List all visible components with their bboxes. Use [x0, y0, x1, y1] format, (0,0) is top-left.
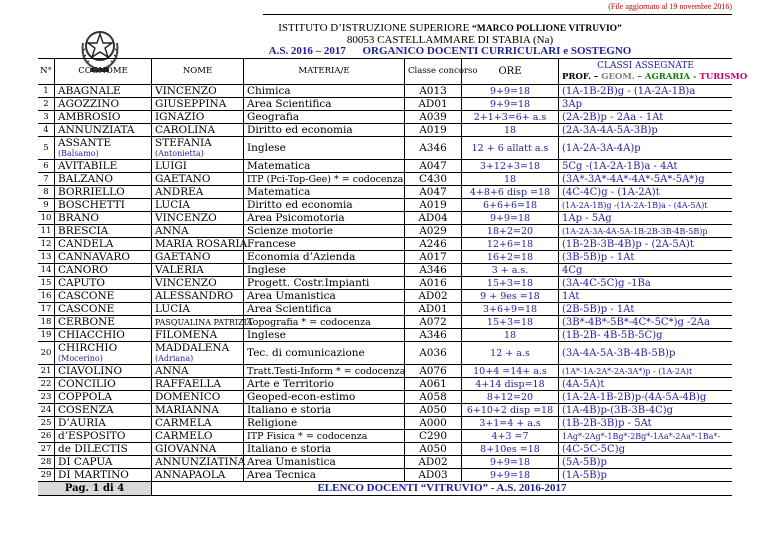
class-code-cell: AD03 [405, 469, 462, 482]
hours-cell: 9+9=18 [462, 98, 559, 111]
hours-cell: 12 + a.s [462, 342, 559, 365]
subject-cell: Scienze motorie [244, 225, 405, 238]
row-number: 25 [38, 417, 55, 430]
subject-cell: Area Tecnica [244, 469, 405, 482]
legend-prof: PROF. – [562, 71, 599, 82]
table-row [38, 264, 732, 277]
hours-cell: 6+10+2 disp =18 [462, 404, 559, 417]
assigned-classes-cell: (1A-2A-3A-4A-5A-1B-2B-3B-4B-5B)p [559, 225, 733, 238]
assigned-title: CLASSI ASSEGNATE [597, 60, 694, 71]
table-row [38, 251, 732, 264]
hours-cell: 8+10es =18 [462, 443, 559, 456]
surname-cell: CASCONE [55, 303, 152, 316]
row-number: 26 [38, 430, 55, 443]
class-code-cell: AD01 [405, 98, 462, 111]
class-code-cell: A039 [405, 111, 462, 124]
class-code-cell: AD01 [405, 303, 462, 316]
surname-cell: CERBONE [55, 316, 152, 329]
assigned-classes-cell: 1At [559, 290, 733, 303]
name-cell-note: (Adriana) [155, 354, 194, 363]
hours-cell: 3+6+9=18 [462, 303, 559, 316]
name-cell: LUCIA [152, 199, 244, 212]
table-row [38, 160, 732, 173]
table-row [38, 456, 732, 469]
row-number: 2 [38, 98, 55, 111]
row-number: 21 [38, 365, 55, 378]
row-number: 15 [38, 277, 55, 290]
class-code-cell: A050 [405, 404, 462, 417]
class-code-cell: A061 [405, 378, 462, 391]
row-number: 29 [38, 469, 55, 482]
surname-cell: CANORO [55, 264, 152, 277]
surname-cell: COSENZA [55, 404, 152, 417]
assigned-classes-cell: (3B*-4B*-5B*-4C*-5C*)g -2Aa [559, 316, 733, 329]
table-row [38, 430, 732, 443]
hours-cell: 18 [462, 173, 559, 186]
update-note: (File aggiornato al 19 novembre 2016) [608, 2, 732, 11]
legend-agraria: – AGRARIA - [637, 71, 697, 82]
name-cell: GAETANO [152, 173, 244, 186]
surname-cell: AVITABILE [55, 160, 152, 173]
name-cell: VINCENZO [152, 212, 244, 225]
subject-cell: Diritto ed economia [244, 124, 405, 137]
assigned-classes-cell: (4C-5C-5C)g [559, 443, 733, 456]
surname-cell: AMBROSIO [55, 111, 152, 124]
hours-cell: 12 + 6 allatt a.s [462, 137, 559, 160]
hours-cell: 12+6=18 [462, 238, 559, 251]
name-cell: LUCIA [152, 303, 244, 316]
assigned-classes-cell: 5Cg -(1A-2A-1B)a - 4At [559, 160, 733, 173]
hours-cell: 18 [462, 124, 559, 137]
table-row [38, 443, 732, 456]
row-number: 24 [38, 404, 55, 417]
name-cell-note: (Antonietta) [155, 149, 204, 158]
name-cell: RAFFAELLA [152, 378, 244, 391]
assigned-classes-cell: (1A-2A-3A-4A)p [559, 137, 733, 160]
col-header-surname: COGNOME [55, 59, 152, 85]
hours-cell: 4+14 disp=18 [462, 378, 559, 391]
hours-cell: 15+3=18 [462, 277, 559, 290]
subject-cell: Matematica [244, 160, 405, 173]
subject-cell: Geografia [244, 111, 405, 124]
name-cell: FILOMENA [152, 329, 244, 342]
page-indicator: Pag. 1 di 4 [38, 482, 152, 496]
hours-cell: 9+9=18 [462, 469, 559, 482]
organico-title: ORGANICO DOCENTI CURRICULARI e SOSTEGNO [362, 45, 632, 57]
subject-cell: Tratt.Testi-Inform * = codocenza [244, 365, 405, 378]
class-code-cell: A036 [405, 342, 462, 365]
assigned-classes-cell: (4A-5A)t [559, 378, 733, 391]
table-row [38, 303, 732, 316]
subject-cell: Area Umanistica [244, 456, 405, 469]
row-number: 9 [38, 199, 55, 212]
table-row [38, 137, 732, 160]
assigned-classes-cell: 4Cg [559, 264, 733, 277]
name-cell: VALERIA [152, 264, 244, 277]
class-code-cell: A000 [405, 417, 462, 430]
row-number: 1 [38, 85, 55, 98]
name-cell: ANNAPAOLA [152, 469, 244, 482]
row-number: 19 [38, 329, 55, 342]
row-number: 14 [38, 264, 55, 277]
surname-cell: d’ESPOSITO [55, 430, 152, 443]
table-row [38, 238, 732, 251]
hours-cell: 4+3 =7 [462, 430, 559, 443]
row-number: 11 [38, 225, 55, 238]
subject-cell: Diritto ed economia [244, 199, 405, 212]
table-row [38, 391, 732, 404]
subject-cell: Arte e Territorio [244, 378, 405, 391]
surname-cell: COPPOLA [55, 391, 152, 404]
surname-cell: D’AURIA [55, 417, 152, 430]
name-cell: ALESSANDRO [152, 290, 244, 303]
hours-cell: 3+1=4 + a.s [462, 417, 559, 430]
subject-cell: Inglese [244, 137, 405, 160]
table-header-row [38, 59, 732, 85]
table-row [38, 98, 732, 111]
hours-cell: 4+8+6 disp =18 [462, 186, 559, 199]
hours-cell: 2+1+3=6+ a.s [462, 111, 559, 124]
row-number: 12 [38, 238, 55, 251]
surname-cell: BRANO [55, 212, 152, 225]
assigned-legend [562, 71, 748, 83]
hours-cell: 10+4 =14+ a.s [462, 365, 559, 378]
table-row [38, 225, 732, 238]
table-row [38, 329, 732, 342]
subject-cell: Economia d’Azienda [244, 251, 405, 264]
class-code-cell: A246 [405, 238, 462, 251]
row-number: 8 [38, 186, 55, 199]
row-number: 5 [38, 137, 55, 160]
hours-cell: 18 [462, 329, 559, 342]
name-cell: LUIGI [152, 160, 244, 173]
col-header-n: N° [38, 59, 55, 85]
assigned-classes-cell: (1A-4B)p-(3B-3B-4C)g [559, 404, 733, 417]
table-row [38, 277, 732, 290]
hours-cell: 3+12+3=18 [462, 160, 559, 173]
subject-cell: Inglese [244, 264, 405, 277]
surname-cell: BORRIELLO [55, 186, 152, 199]
table-row [38, 378, 732, 391]
class-code-cell: AD04 [405, 212, 462, 225]
surname-cell: AGOZZINO [55, 98, 152, 111]
surname-cell: CANDELA [55, 238, 152, 251]
footer-title: ELENCO DOCENTI “VITRUVIO” - A.S. 2016-2017 [152, 482, 733, 496]
subject-cell: Italiano e storia [244, 443, 405, 456]
class-code-cell: A029 [405, 225, 462, 238]
header-rule [263, 14, 732, 15]
row-number: 16 [38, 290, 55, 303]
subject-cell: Topografia * = codocenza [244, 316, 405, 329]
hours-cell: 16+2=18 [462, 251, 559, 264]
assigned-classes-cell: (5A-5B)p [559, 456, 733, 469]
class-code-cell: A017 [405, 251, 462, 264]
surname-cell: ABAGNALE [55, 85, 152, 98]
row-number: 7 [38, 173, 55, 186]
assigned-classes-cell: 3Ap [559, 98, 733, 111]
row-number: 20 [38, 342, 55, 365]
assigned-classes-cell: (1A-2A-1B-2B)p-(4A-5A-4B)g [559, 391, 733, 404]
name-cell: ANNUNZIATINA [152, 456, 244, 469]
name-cell: GIUSEPPINA [152, 98, 244, 111]
subject-cell: Religione [244, 417, 405, 430]
subject-cell: Italiano e storia [244, 404, 405, 417]
institute-prefix: ISTITUTO D’ISTRUZIONE SUPERIORE [278, 22, 470, 34]
surname-cell: DI CAPUA [55, 456, 152, 469]
hours-cell: 9+9=18 [462, 212, 559, 225]
class-code-cell: C430 [405, 173, 462, 186]
name-cell: VINCENZO [152, 277, 244, 290]
table-row [38, 85, 732, 98]
name-cell [152, 137, 244, 160]
name-cell: PASQUALINA PATRIZIA [152, 316, 244, 329]
surname-cell [55, 342, 152, 365]
surname-cell: CIAVOLINO [55, 365, 152, 378]
surname-cell: CANNAVARO [55, 251, 152, 264]
row-number: 3 [38, 111, 55, 124]
hours-cell: 8+12=20 [462, 391, 559, 404]
col-header-hours: ORE [462, 59, 559, 85]
class-code-cell: A013 [405, 85, 462, 98]
assigned-classes-cell: (1A*-1A-2A*-2A-3A*)p - (1A-2A)t [559, 365, 733, 378]
name-cell: MARIANNA [152, 404, 244, 417]
assigned-classes-cell: (1B-2B-3B)p - 5At [559, 417, 733, 430]
legend-turismo: TURISMO [699, 71, 748, 82]
hours-cell: 15+3=18 [462, 316, 559, 329]
table-row [38, 290, 732, 303]
table-row [38, 342, 732, 365]
col-header-subject: MATERIA/E [244, 59, 405, 85]
class-code-cell: A346 [405, 264, 462, 277]
subject-cell: Matematica [244, 186, 405, 199]
row-number: 27 [38, 443, 55, 456]
assigned-classes-cell: (4C-4C)g - (1A-2A)t [559, 186, 733, 199]
class-code-cell: A047 [405, 186, 462, 199]
surname-cell-value: CHIRCHIO [58, 342, 118, 354]
name-cell: CARMELO [152, 430, 244, 443]
assigned-classes-cell: 1Ap - 5Ag [559, 212, 733, 225]
assigned-classes-cell: (3A*-3A*-4A*-4A*-5A*-5A*)g [559, 173, 733, 186]
surname-cell: ANNUNZIATA [55, 124, 152, 137]
name-cell: CARMELA [152, 417, 244, 430]
surname-cell: BRESCIA [55, 225, 152, 238]
subject-cell: Chimica [244, 85, 405, 98]
name-cell [152, 342, 244, 365]
name-cell: ANDREA [152, 186, 244, 199]
row-number: 17 [38, 303, 55, 316]
table-row [38, 212, 732, 225]
institute-name: “MARCO POLLIONE VITRUVIO” [472, 24, 622, 34]
assigned-classes-cell: (3B-5B)p - 1At [559, 251, 733, 264]
col-header-name: NOME [152, 59, 244, 85]
surname-cell [55, 137, 152, 160]
subject-cell: Geoped-econ-estimo [244, 391, 405, 404]
class-code-cell: A019 [405, 199, 462, 212]
name-cell-value: MADDALENA [155, 342, 230, 354]
hours-cell: 9+9=18 [462, 85, 559, 98]
row-number: 22 [38, 378, 55, 391]
class-code-cell: A072 [405, 316, 462, 329]
staff-rows [38, 85, 732, 482]
assigned-classes-cell: (2A-2B)p - 2Aa - 1At [559, 111, 733, 124]
footer-row [38, 482, 732, 496]
school-year: A.S. 2016 – 2017 [268, 45, 346, 57]
assigned-classes-cell: (1A-1B-2B)g - (1A-2A-1B)a [559, 85, 733, 98]
row-number: 23 [38, 391, 55, 404]
assigned-classes-cell: (1B-2B- 4B-5B-5C)g [559, 329, 733, 342]
class-code-cell: AD02 [405, 290, 462, 303]
row-number: 4 [38, 124, 55, 137]
surname-cell: de DILECTIS [55, 443, 152, 456]
name-cell: VINCENZO [152, 85, 244, 98]
table-row [38, 111, 732, 124]
name-cell: ANNA [152, 225, 244, 238]
class-code-cell: A019 [405, 124, 462, 137]
subject-cell: Progett. Costr.Impianti [244, 277, 405, 290]
class-code-cell: A346 [405, 329, 462, 342]
assigned-classes-cell: (1B-2B-3B-4B)p - (2A-5A)t [559, 238, 733, 251]
table-row [38, 199, 732, 212]
assigned-classes-cell: (3A-4A-5A-3B-4B-5B)p [559, 342, 733, 365]
table-row [38, 404, 732, 417]
name-cell: DOMENICO [152, 391, 244, 404]
subject-cell: Inglese [244, 329, 405, 342]
subject-cell: Area Umanistica [244, 290, 405, 303]
surname-cell: CASCONE [55, 290, 152, 303]
surname-cell-note: (Mocerino) [58, 354, 103, 363]
name-cell: IGNAZIO [152, 111, 244, 124]
hours-cell: 9 + 9es =18 [462, 290, 559, 303]
assigned-classes-cell: (3A-4C-5C)g -1Ba [559, 277, 733, 290]
hours-cell: 18+2=20 [462, 225, 559, 238]
assigned-classes-cell: 1Ag*-2Ag*-1Bg*-2Bg*-1Aa*-2Aa*-1Ba*- [559, 430, 733, 443]
surname-cell: CHIACCHIO [55, 329, 152, 342]
institute-address: 80053 CASTELLAMMARE DI STABIA (Na) [346, 34, 554, 46]
surname-cell: BOSCHETTI [55, 199, 152, 212]
surname-cell-value: ASSANTE [58, 137, 112, 149]
class-code-cell: A346 [405, 137, 462, 160]
class-code-cell: A047 [405, 160, 462, 173]
hours-cell: 9+9=18 [462, 456, 559, 469]
class-code-cell: C290 [405, 430, 462, 443]
row-number: 18 [38, 316, 55, 329]
name-cell: GAETANO [152, 251, 244, 264]
col-header-class: Classe concorso [405, 59, 462, 85]
table-row [38, 186, 732, 199]
surname-cell: BALZANO [55, 173, 152, 186]
subject-cell: Area Psicomotoria [244, 212, 405, 225]
assigned-classes-cell: (2B-5B)p - 1At [559, 303, 733, 316]
table-row [38, 124, 732, 137]
class-code-cell: A076 [405, 365, 462, 378]
table-row [38, 365, 732, 378]
assigned-classes-cell: (1A-2A-1B)g -(1A-2A-1B)a - (4A-5A)t [559, 199, 733, 212]
class-code-cell: AD02 [405, 456, 462, 469]
name-cell: CAROLINA [152, 124, 244, 137]
legend-geom: GEOM. [601, 71, 635, 82]
subject-cell: Area Scientifica [244, 303, 405, 316]
surname-cell: CAPUTO [55, 277, 152, 290]
row-number: 13 [38, 251, 55, 264]
surname-cell: CONCILIO [55, 378, 152, 391]
table-row [38, 417, 732, 430]
class-code-cell: A016 [405, 277, 462, 290]
subject-cell: ITP Fisica * = codocenza [244, 430, 405, 443]
table-row [38, 469, 732, 482]
row-number: 28 [38, 456, 55, 469]
row-number: 6 [38, 160, 55, 173]
institute-line [150, 22, 750, 34]
subject-cell: Area Scientifica [244, 98, 405, 111]
name-cell: MARIA ROSARIA [152, 238, 244, 251]
surname-cell-note: (Balsamo) [58, 149, 99, 158]
table-row [38, 316, 732, 329]
subject-cell: ITP (Pci-Top-Gee) * = codocenza [244, 173, 405, 186]
row-number: 10 [38, 212, 55, 225]
name-cell-value: STEFANIA [155, 137, 212, 149]
assigned-classes-cell: (2A-3A-4A-5A-3B)p [559, 124, 733, 137]
class-code-cell: A050 [405, 443, 462, 456]
organico-line [150, 45, 750, 57]
surname-cell: DI MARTINO [55, 469, 152, 482]
name-cell: GIOVANNA [152, 443, 244, 456]
staff-table [38, 58, 748, 496]
subject-cell: Tec. di comunicazione [244, 342, 405, 365]
table-row [38, 173, 732, 186]
hours-cell: 6+6+6=18 [462, 199, 559, 212]
class-code-cell: A058 [405, 391, 462, 404]
assigned-classes-cell: (1A-5B)p [559, 469, 733, 482]
col-header-assigned [559, 59, 748, 85]
subject-cell: Francese [244, 238, 405, 251]
name-cell: ANNA [152, 365, 244, 378]
hours-cell: 3 + a.s. [462, 264, 559, 277]
